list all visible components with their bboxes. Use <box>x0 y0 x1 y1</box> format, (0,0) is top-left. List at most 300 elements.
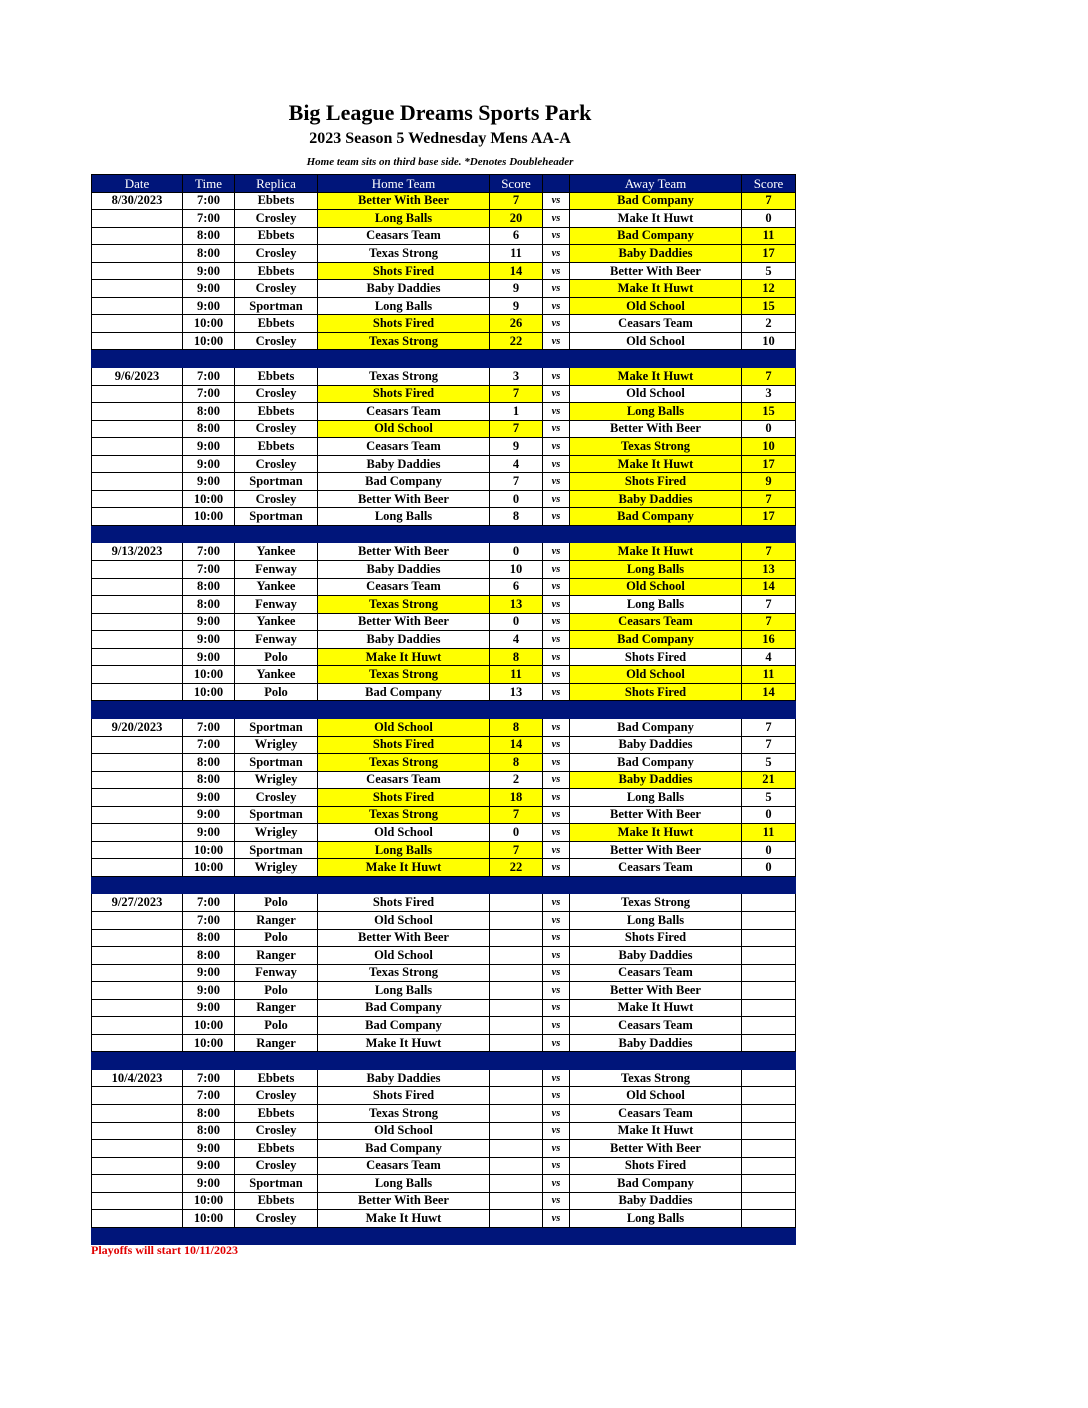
away-team: Texas Strong <box>570 1069 742 1087</box>
home-score: 9 <box>490 438 543 456</box>
home-team: Better With Beer <box>318 192 490 210</box>
vs-label: vs <box>543 613 570 631</box>
home-score: 1 <box>490 403 543 421</box>
away-score: 17 <box>742 455 796 473</box>
away-team: Old School <box>570 297 742 315</box>
home-team: Shots Fired <box>318 736 490 754</box>
vs-label: vs <box>543 1175 570 1193</box>
game-time: 7:00 <box>183 1087 235 1105</box>
game-time: 10:00 <box>183 1192 235 1210</box>
away-score: 11 <box>742 666 796 684</box>
game-row <box>92 1157 796 1175</box>
game-field: Wrigley <box>235 771 318 789</box>
page-subtitle: 2023 Season 5 Wednesday Mens AA-A <box>309 130 571 147</box>
home-score: 0 <box>490 613 543 631</box>
home-team: Baby Daddies <box>318 1069 490 1087</box>
away-team: Old School <box>570 332 742 350</box>
game-field: Sportman <box>235 508 318 526</box>
away-team: Make It Huwt <box>570 210 742 228</box>
game-time: 9:00 <box>183 982 235 1000</box>
game-time: 10:00 <box>183 490 235 508</box>
home-score: 11 <box>490 666 543 684</box>
game-date <box>92 438 183 456</box>
home-team: Better With Beer <box>318 543 490 561</box>
game-date <box>92 403 183 421</box>
game-field: Ebbets <box>235 227 318 245</box>
game-field: Ebbets <box>235 403 318 421</box>
game-row <box>92 894 796 912</box>
away-score: 16 <box>742 631 796 649</box>
game-field: Ebbets <box>235 1069 318 1087</box>
away-team: Better With Beer <box>570 841 742 859</box>
vs-label: vs <box>543 1140 570 1158</box>
home-score <box>490 1104 543 1122</box>
home-team: Long Balls <box>318 982 490 1000</box>
home-team: Better With Beer <box>318 613 490 631</box>
away-team: Make It Huwt <box>570 1122 742 1140</box>
game-time: 7:00 <box>183 736 235 754</box>
away-score: 7 <box>742 192 796 210</box>
away-team: Bad Company <box>570 508 742 526</box>
game-time: 8:00 <box>183 245 235 263</box>
vs-label: vs <box>543 771 570 789</box>
game-date: 9/27/2023 <box>92 894 183 912</box>
away-score <box>742 1017 796 1035</box>
away-score: 21 <box>742 771 796 789</box>
away-score <box>742 947 796 965</box>
game-field: Yankee <box>235 613 318 631</box>
separator-cell <box>235 350 318 368</box>
home-team: Baby Daddies <box>318 631 490 649</box>
vs-label: vs <box>543 192 570 210</box>
game-time: 9:00 <box>183 1157 235 1175</box>
separator-cell <box>570 701 742 719</box>
game-row <box>92 262 796 280</box>
game-date <box>92 297 183 315</box>
away-team: Bad Company <box>570 718 742 736</box>
away-score: 0 <box>742 210 796 228</box>
game-time: 7:00 <box>183 385 235 403</box>
game-time: 10:00 <box>183 315 235 333</box>
home-team: Old School <box>318 911 490 929</box>
separator-cell <box>235 1052 318 1070</box>
game-field: Crosley <box>235 280 318 298</box>
game-field: Crosley <box>235 332 318 350</box>
separator-cell <box>318 350 490 368</box>
game-field: Ranger <box>235 1034 318 1052</box>
home-score: 7 <box>490 192 543 210</box>
game-date: 10/4/2023 <box>92 1069 183 1087</box>
vs-label: vs <box>543 297 570 315</box>
game-row <box>92 297 796 315</box>
game-date <box>92 754 183 772</box>
game-time: 8:00 <box>183 1104 235 1122</box>
home-score <box>490 1069 543 1087</box>
home-team: Shots Fired <box>318 315 490 333</box>
away-team: Bad Company <box>570 754 742 772</box>
home-score: 0 <box>490 543 543 561</box>
home-team: Better With Beer <box>318 490 490 508</box>
away-team: Bad Company <box>570 227 742 245</box>
separator-cell <box>490 350 543 368</box>
week-separator <box>92 525 796 543</box>
away-team: Make It Huwt <box>570 824 742 842</box>
game-time: 9:00 <box>183 1140 235 1158</box>
away-score: 15 <box>742 403 796 421</box>
home-team: Old School <box>318 420 490 438</box>
home-score: 11 <box>490 245 543 263</box>
game-row <box>92 543 796 561</box>
vs-label: vs <box>543 368 570 386</box>
game-time: 9:00 <box>183 262 235 280</box>
home-team: Shots Fired <box>318 385 490 403</box>
game-date <box>92 596 183 614</box>
home-team: Shots Fired <box>318 789 490 807</box>
game-time: 10:00 <box>183 1210 235 1228</box>
home-score <box>490 1122 543 1140</box>
game-date <box>92 561 183 579</box>
home-score: 13 <box>490 683 543 701</box>
away-score: 15 <box>742 297 796 315</box>
vs-label: vs <box>543 718 570 736</box>
game-date <box>92 473 183 491</box>
vs-label: vs <box>543 736 570 754</box>
away-team: Better With Beer <box>570 982 742 1000</box>
vs-label: vs <box>543 1017 570 1035</box>
home-score: 6 <box>490 578 543 596</box>
vs-label: vs <box>543 403 570 421</box>
home-team: Long Balls <box>318 297 490 315</box>
vs-label: vs <box>543 455 570 473</box>
game-time: 9:00 <box>183 999 235 1017</box>
home-score: 3 <box>490 368 543 386</box>
away-team: Baby Daddies <box>570 1192 742 1210</box>
game-row <box>92 841 796 859</box>
game-date <box>92 824 183 842</box>
separator-cell <box>235 701 318 719</box>
away-team: Old School <box>570 1087 742 1105</box>
away-score: 3 <box>742 385 796 403</box>
game-time: 7:00 <box>183 368 235 386</box>
playoffs-note: Playoffs will start 10/11/2023 <box>91 1243 238 1257</box>
game-field: Ebbets <box>235 192 318 210</box>
game-date <box>92 1210 183 1228</box>
home-team: Bad Company <box>318 1017 490 1035</box>
vs-label: vs <box>543 982 570 1000</box>
away-team: Better With Beer <box>570 806 742 824</box>
home-score <box>490 1157 543 1175</box>
home-team: Make It Huwt <box>318 1210 490 1228</box>
game-date <box>92 508 183 526</box>
game-field: Wrigley <box>235 824 318 842</box>
away-team: Ceasars Team <box>570 315 742 333</box>
game-time: 7:00 <box>183 543 235 561</box>
game-date <box>92 1157 183 1175</box>
away-score: 11 <box>742 227 796 245</box>
home-team: Shots Fired <box>318 894 490 912</box>
game-time: 7:00 <box>183 911 235 929</box>
away-team: Make It Huwt <box>570 280 742 298</box>
game-date <box>92 648 183 666</box>
game-field: Crosley <box>235 490 318 508</box>
game-time: 7:00 <box>183 561 235 579</box>
away-team: Old School <box>570 385 742 403</box>
away-score: 12 <box>742 280 796 298</box>
away-team: Bad Company <box>570 1175 742 1193</box>
game-date <box>92 771 183 789</box>
game-date <box>92 1017 183 1035</box>
game-row <box>92 771 796 789</box>
game-row <box>92 1069 796 1087</box>
vs-label: vs <box>543 894 570 912</box>
game-time: 9:00 <box>183 806 235 824</box>
vs-label: vs <box>543 1192 570 1210</box>
game-time: 8:00 <box>183 420 235 438</box>
away-score: 5 <box>742 754 796 772</box>
game-row <box>92 648 796 666</box>
game-row <box>92 368 796 386</box>
col-vs <box>543 175 570 193</box>
col-away-score: Score <box>742 175 796 193</box>
page-title: Big League Dreams Sports Park <box>288 100 592 125</box>
game-date <box>92 806 183 824</box>
away-score <box>742 911 796 929</box>
game-row <box>92 438 796 456</box>
vs-label: vs <box>543 210 570 228</box>
home-score <box>490 964 543 982</box>
away-score: 7 <box>742 736 796 754</box>
game-field: Sportman <box>235 1175 318 1193</box>
away-team: Baby Daddies <box>570 1034 742 1052</box>
away-score: 7 <box>742 596 796 614</box>
game-row <box>92 490 796 508</box>
col-replica: Replica <box>235 175 318 193</box>
away-score <box>742 999 796 1017</box>
home-team: Texas Strong <box>318 806 490 824</box>
game-field: Polo <box>235 1017 318 1035</box>
vs-label: vs <box>543 1122 570 1140</box>
game-row <box>92 385 796 403</box>
away-score: 7 <box>742 543 796 561</box>
home-team: Texas Strong <box>318 245 490 263</box>
separator-cell <box>543 525 570 543</box>
game-date <box>92 683 183 701</box>
away-score: 0 <box>742 420 796 438</box>
game-time: 7:00 <box>183 1069 235 1087</box>
game-date <box>92 736 183 754</box>
game-row <box>92 947 796 965</box>
away-team: Long Balls <box>570 789 742 807</box>
game-row <box>92 332 796 350</box>
home-score <box>490 1140 543 1158</box>
away-team: Long Balls <box>570 911 742 929</box>
home-score: 26 <box>490 315 543 333</box>
separator-cell <box>235 876 318 894</box>
home-score: 7 <box>490 420 543 438</box>
vs-label: vs <box>543 420 570 438</box>
home-score: 7 <box>490 806 543 824</box>
away-score <box>742 1034 796 1052</box>
away-score: 10 <box>742 438 796 456</box>
game-row <box>92 280 796 298</box>
away-team: Ceasars Team <box>570 964 742 982</box>
game-row <box>92 403 796 421</box>
away-team: Texas Strong <box>570 894 742 912</box>
away-team: Ceasars Team <box>570 1017 742 1035</box>
game-row <box>92 210 796 228</box>
away-team: Make It Huwt <box>570 543 742 561</box>
home-score: 4 <box>490 455 543 473</box>
home-score: 7 <box>490 385 543 403</box>
home-score: 8 <box>490 718 543 736</box>
vs-label: vs <box>543 947 570 965</box>
away-score: 17 <box>742 508 796 526</box>
vs-label: vs <box>543 666 570 684</box>
home-score: 22 <box>490 332 543 350</box>
game-date <box>92 929 183 947</box>
game-date <box>92 666 183 684</box>
game-date: 9/6/2023 <box>92 368 183 386</box>
home-team: Make It Huwt <box>318 859 490 877</box>
game-row <box>92 718 796 736</box>
game-row <box>92 736 796 754</box>
away-team: Long Balls <box>570 403 742 421</box>
col-date: Date <box>92 175 183 193</box>
game-date: 9/20/2023 <box>92 718 183 736</box>
game-row <box>92 508 796 526</box>
game-time: 10:00 <box>183 1017 235 1035</box>
schedule-table <box>91 174 796 1245</box>
home-team: Bad Company <box>318 683 490 701</box>
separator-cell <box>318 1052 490 1070</box>
col-time: Time <box>183 175 235 193</box>
game-date <box>92 578 183 596</box>
game-date <box>92 631 183 649</box>
game-date <box>92 455 183 473</box>
home-score: 10 <box>490 561 543 579</box>
away-score <box>742 894 796 912</box>
home-score <box>490 999 543 1017</box>
game-row <box>92 964 796 982</box>
game-field: Polo <box>235 894 318 912</box>
home-team: Long Balls <box>318 841 490 859</box>
week-separator <box>92 350 796 368</box>
home-team: Make It Huwt <box>318 648 490 666</box>
separator-cell <box>543 350 570 368</box>
home-team: Texas Strong <box>318 1104 490 1122</box>
home-team: Old School <box>318 718 490 736</box>
vs-label: vs <box>543 490 570 508</box>
separator-cell <box>490 525 543 543</box>
game-field: Ebbets <box>235 315 318 333</box>
home-score: 18 <box>490 789 543 807</box>
game-date <box>92 420 183 438</box>
home-score: 6 <box>490 227 543 245</box>
home-team: Texas Strong <box>318 964 490 982</box>
home-team: Texas Strong <box>318 368 490 386</box>
home-team: Long Balls <box>318 508 490 526</box>
game-time: 9:00 <box>183 280 235 298</box>
vs-label: vs <box>543 315 570 333</box>
game-row <box>92 683 796 701</box>
game-row <box>92 1192 796 1210</box>
away-team: Make It Huwt <box>570 999 742 1017</box>
game-date <box>92 911 183 929</box>
vs-label: vs <box>543 841 570 859</box>
game-time: 8:00 <box>183 596 235 614</box>
vs-label: vs <box>543 631 570 649</box>
game-row <box>92 806 796 824</box>
game-row <box>92 613 796 631</box>
separator-cell <box>570 525 742 543</box>
game-field: Sportman <box>235 754 318 772</box>
away-score: 11 <box>742 824 796 842</box>
game-field: Sportman <box>235 718 318 736</box>
away-score <box>742 964 796 982</box>
game-time: 7:00 <box>183 718 235 736</box>
game-field: Fenway <box>235 631 318 649</box>
away-team: Make It Huwt <box>570 368 742 386</box>
game-time: 8:00 <box>183 771 235 789</box>
game-time: 10:00 <box>183 332 235 350</box>
separator-cell <box>742 876 796 894</box>
separator-cell <box>235 525 318 543</box>
vs-label: vs <box>543 227 570 245</box>
game-time: 9:00 <box>183 438 235 456</box>
vs-label: vs <box>543 648 570 666</box>
separator-cell <box>92 1052 183 1070</box>
home-score <box>490 1017 543 1035</box>
game-row <box>92 754 796 772</box>
col-away-team: Away Team <box>570 175 742 193</box>
game-time: 9:00 <box>183 1175 235 1193</box>
game-date <box>92 227 183 245</box>
game-time: 7:00 <box>183 192 235 210</box>
away-team: Texas Strong <box>570 438 742 456</box>
away-score: 14 <box>742 683 796 701</box>
game-time: 9:00 <box>183 789 235 807</box>
home-score: 13 <box>490 596 543 614</box>
game-date <box>92 1192 183 1210</box>
vs-label: vs <box>543 1210 570 1228</box>
separator-cell <box>543 1052 570 1070</box>
away-team: Baby Daddies <box>570 245 742 263</box>
game-date <box>92 262 183 280</box>
game-field: Crosley <box>235 1210 318 1228</box>
separator-cell <box>742 1052 796 1070</box>
home-team: Bad Company <box>318 473 490 491</box>
home-score <box>490 1087 543 1105</box>
away-team: Shots Fired <box>570 683 742 701</box>
game-field: Sportman <box>235 297 318 315</box>
separator-cell <box>92 525 183 543</box>
game-row <box>92 455 796 473</box>
game-date <box>92 789 183 807</box>
home-score: 0 <box>490 824 543 842</box>
col-home-score: Score <box>490 175 543 193</box>
away-team: Shots Fired <box>570 473 742 491</box>
home-score: 14 <box>490 262 543 280</box>
separator-cell <box>183 876 235 894</box>
week-separator <box>92 876 796 894</box>
vs-label: vs <box>543 543 570 561</box>
away-score: 0 <box>742 859 796 877</box>
vs-label: vs <box>543 1157 570 1175</box>
separator-cell <box>742 350 796 368</box>
game-time: 8:00 <box>183 227 235 245</box>
home-score <box>490 982 543 1000</box>
game-row <box>92 1175 796 1193</box>
